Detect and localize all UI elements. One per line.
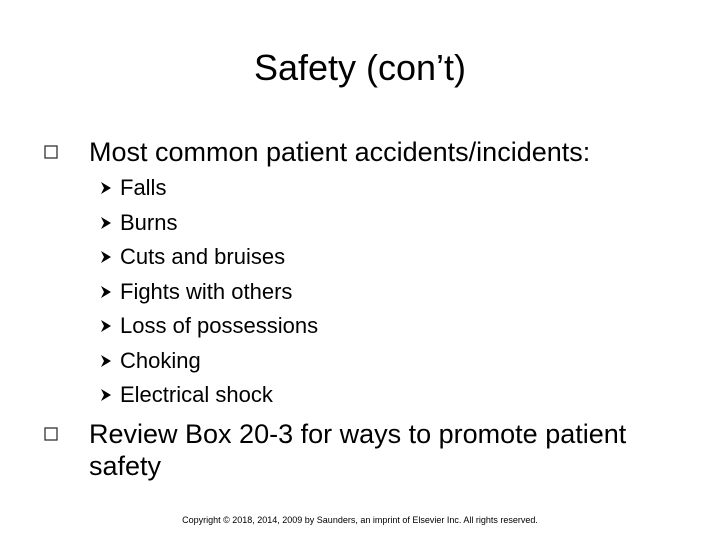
arrow-bullet-icon — [100, 354, 112, 368]
bullet-text: Review Box 20-3 for ways to promote patient safety — [89, 419, 627, 481]
list-item — [100, 172, 318, 207]
arrow-bullet-icon — [100, 216, 112, 230]
square-bullet-icon — [44, 427, 58, 441]
list-item — [100, 276, 318, 311]
list-item — [100, 310, 318, 345]
list-item-label: Electrical shock — [120, 382, 273, 407]
list-item-label: Cuts and bruises — [120, 244, 286, 269]
square-bullet-icon — [44, 145, 58, 159]
bullet-accidents — [44, 136, 684, 168]
list-item — [100, 345, 318, 380]
arrow-bullet-icon — [100, 319, 112, 333]
list-item — [100, 241, 318, 276]
arrow-bullet-icon — [100, 285, 112, 299]
list-item-label: Fights with others — [120, 278, 293, 304]
accident-list — [100, 172, 318, 414]
list-item-label: Falls — [120, 175, 167, 200]
slide-title: Safety (con’t) — [253, 47, 467, 88]
arrow-bullet-icon — [100, 388, 112, 402]
copyright-footer: Copyright © 2018, 2014, 2009 by Saunders, an imprint of Elsevier Inc. All rights reserved. — [182, 515, 538, 525]
list-item — [100, 379, 318, 414]
list-item — [100, 207, 318, 242]
bullet-review-box — [44, 418, 684, 482]
bullet-text: Most common patient accidents/incidents: — [89, 137, 591, 167]
list-item-label: Choking — [120, 347, 201, 373]
arrow-bullet-icon — [100, 181, 112, 195]
list-item-label: Burns — [120, 209, 178, 235]
arrow-bullet-icon — [100, 250, 112, 264]
list-item-label: Loss of possessions — [120, 313, 319, 338]
